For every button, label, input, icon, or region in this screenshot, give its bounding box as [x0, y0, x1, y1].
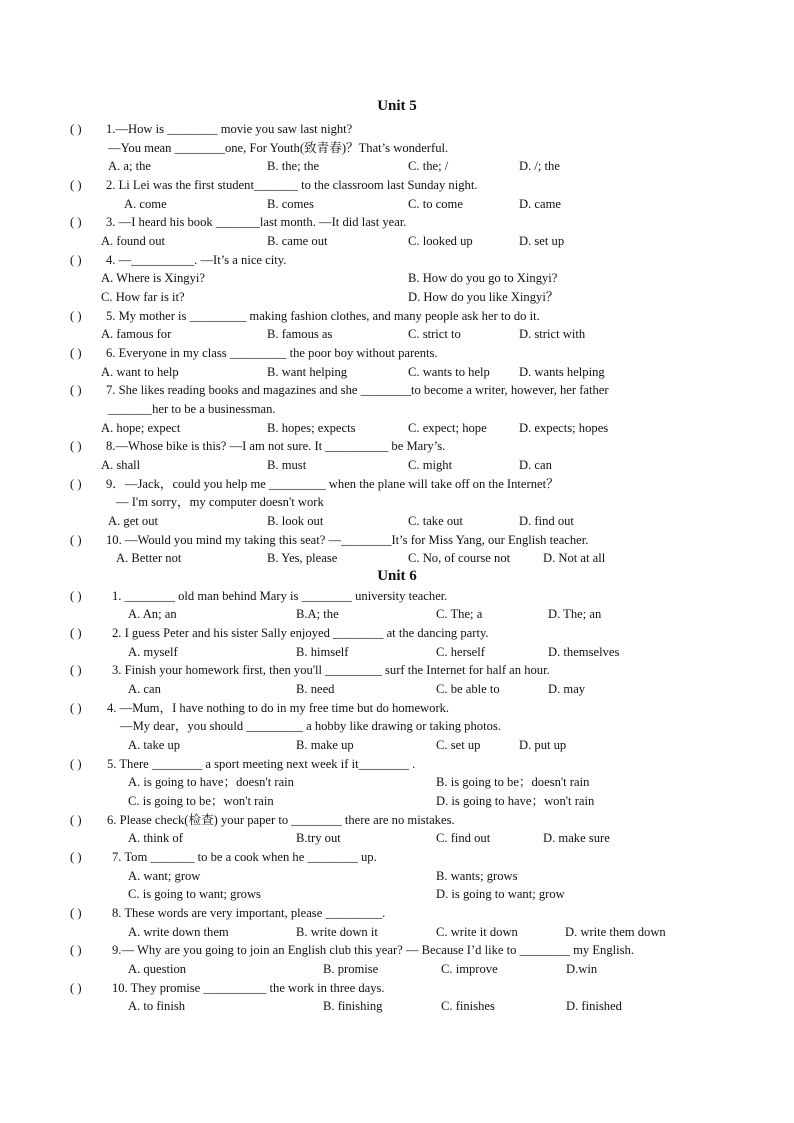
answer-blank[interactable]: ( ): [70, 981, 82, 995]
option-d[interactable]: D. How do you like Xingyi？: [408, 290, 559, 304]
option-c[interactable]: C. wants to help: [408, 365, 490, 379]
question-stem: 5. My mother is _________ making fashion clothes, and many people ask her to do it.: [106, 309, 540, 323]
option-a[interactable]: A. write down them: [128, 925, 229, 939]
answer-blank[interactable]: ( ): [70, 533, 82, 547]
option-a[interactable]: A. can: [128, 682, 161, 696]
option-c[interactable]: C. The; a: [436, 607, 483, 621]
option-b[interactable]: B. want helping: [267, 365, 348, 379]
option-a[interactable]: A. question: [128, 962, 187, 976]
option-d[interactable]: D. is going to want; grow: [436, 887, 565, 901]
option-d[interactable]: D. can: [519, 458, 552, 472]
option-b[interactable]: B. write down it: [296, 925, 378, 939]
option-b[interactable]: B. hopes; expects: [267, 421, 356, 435]
question-stem: 1. ________ old man behind Mary is ________ university teacher.: [112, 589, 448, 603]
option-d[interactable]: D.win: [566, 962, 598, 976]
option-a[interactable]: A. come: [124, 197, 167, 211]
answer-blank[interactable]: ( ): [70, 383, 82, 397]
option-c[interactable]: C. write it down: [436, 925, 518, 939]
option-a[interactable]: A. famous for: [101, 327, 172, 341]
answer-blank[interactable]: ( ): [70, 813, 82, 827]
option-a[interactable]: A. myself: [128, 645, 178, 659]
option-c[interactable]: C. herself: [436, 645, 485, 659]
option-a[interactable]: A. to finish: [128, 999, 186, 1013]
option-d[interactable]: D. write them down: [565, 925, 666, 939]
answer-blank[interactable]: ( ): [70, 253, 82, 267]
answer-blank[interactable]: ( ): [70, 215, 82, 229]
option-a[interactable]: A. a; the: [108, 159, 152, 173]
answer-blank[interactable]: ( ): [70, 122, 82, 136]
option-d[interactable]: D. set up: [519, 234, 565, 248]
option-c[interactable]: C. be able to: [436, 682, 500, 696]
option-c[interactable]: C. strict to: [408, 327, 461, 341]
option-b[interactable]: B. make up: [296, 738, 354, 752]
answer-blank[interactable]: ( ): [70, 477, 82, 491]
question-stem: 4. —__________. —It’s a nice city.: [106, 253, 287, 267]
option-c[interactable]: C. the; /: [408, 159, 449, 173]
option-c[interactable]: C. looked up: [408, 234, 473, 248]
option-d[interactable]: D. The; an: [548, 607, 602, 621]
answer-blank[interactable]: ( ): [70, 346, 82, 360]
option-b[interactable]: B. famous as: [267, 327, 333, 341]
answer-blank[interactable]: ( ): [70, 589, 82, 603]
option-d[interactable]: D. make sure: [543, 831, 610, 845]
option-a[interactable]: A. want; grow: [128, 869, 201, 883]
question-stem: 6. Everyone in my class _________ the poor boy without parents.: [106, 346, 438, 360]
answer-blank[interactable]: ( ): [70, 439, 82, 453]
answer-blank[interactable]: ( ): [70, 178, 82, 192]
option-d[interactable]: D. themselves: [548, 645, 620, 659]
answer-blank[interactable]: ( ): [70, 757, 82, 771]
option-c[interactable]: C. How far is it?: [101, 290, 185, 304]
question-stem: 2. Li Lei was the first student_______ to the classroom last Sunday night.: [106, 178, 478, 192]
option-c[interactable]: C. take out: [408, 514, 463, 528]
option-d[interactable]: D. find out: [519, 514, 574, 528]
option-b[interactable]: B. Yes, please: [267, 551, 338, 565]
option-a[interactable]: A. Better not: [116, 551, 182, 565]
option-c[interactable]: C. No, of course not: [408, 551, 511, 565]
option-d[interactable]: D. expects; hopes: [519, 421, 609, 435]
option-b[interactable]: B. need: [296, 682, 335, 696]
option-b[interactable]: B. How do you go to Xingyi?: [408, 271, 558, 285]
option-c[interactable]: C. finishes: [441, 999, 495, 1013]
option-b[interactable]: B. wants; grows: [436, 869, 518, 883]
answer-blank[interactable]: ( ): [70, 943, 82, 957]
question-stem: —You mean ________one, For Youth(致青春)？That’s wonderful.: [108, 141, 449, 155]
question-stem: 7. Tom _______ to be a cook when he ________ up.: [112, 850, 377, 864]
question-stem: 9.— Why are you going to join an English club this year? — Because I’d like to ________ my English.: [112, 943, 634, 957]
answer-blank[interactable]: ( ): [70, 626, 82, 640]
option-c[interactable]: C. is going to want; grows: [128, 887, 261, 901]
option-d[interactable]: D. wants helping: [519, 365, 605, 379]
option-a[interactable]: A. shall: [101, 458, 141, 472]
question-stem: 10. They promise __________ the work in three days.: [112, 981, 385, 995]
option-d[interactable]: D. is going to have；won't rain: [436, 794, 595, 808]
option-c[interactable]: C. set up: [436, 738, 481, 752]
option-d[interactable]: D. Not at all: [543, 551, 606, 565]
option-c[interactable]: C. might: [408, 458, 453, 472]
answer-blank[interactable]: ( ): [70, 850, 82, 864]
option-d[interactable]: D. finished: [566, 999, 622, 1013]
option-a[interactable]: A. An; an: [128, 607, 177, 621]
option-a[interactable]: A. take up: [128, 738, 181, 752]
option-b[interactable]: B. must: [267, 458, 307, 472]
question-stem: —My dear，you should _________ a hobby like drawing or taking photos.: [120, 719, 501, 733]
option-b[interactable]: B. the; the: [267, 159, 320, 173]
option-d[interactable]: D. put up: [519, 738, 567, 752]
option-b[interactable]: B.try out: [296, 831, 341, 845]
option-d[interactable]: D. may: [548, 682, 586, 696]
answer-blank[interactable]: ( ): [70, 701, 82, 715]
answer-blank[interactable]: ( ): [70, 663, 82, 677]
option-b[interactable]: B. comes: [267, 197, 314, 211]
option-a[interactable]: A. get out: [108, 514, 159, 528]
option-c[interactable]: C. find out: [436, 831, 491, 845]
option-b[interactable]: B. came out: [267, 234, 328, 248]
question-stem: 7. She likes reading books and magazines and she ________to become a writer, however, her father: [106, 383, 609, 397]
unit-title: Unit 6: [377, 568, 417, 584]
option-b[interactable]: B. is going to be；doesn't rain: [436, 775, 590, 789]
unit-title: Unit 5: [377, 98, 417, 114]
question-stem: 3. —I heard his book _______last month. —It did last year.: [106, 215, 407, 229]
option-d[interactable]: D. strict with: [519, 327, 586, 341]
option-c[interactable]: C. expect; hope: [408, 421, 487, 435]
option-b[interactable]: B. finishing: [323, 999, 383, 1013]
option-a[interactable]: A. Where is Xingyi?: [101, 271, 205, 285]
option-d[interactable]: D. came: [519, 197, 561, 211]
question-stem: 3. Finish your homework first, then you'll _________ surf the Internet for half an hour.: [112, 663, 550, 677]
option-a[interactable]: A. think of: [128, 831, 183, 845]
option-c[interactable]: C. is going to be；won't rain: [128, 794, 274, 808]
question-stem: 8. These words are very important, please _________.: [112, 906, 386, 920]
option-d[interactable]: D. /; the: [519, 159, 560, 173]
option-c[interactable]: C. improve: [441, 962, 498, 976]
option-a[interactable]: A. found out: [101, 234, 166, 248]
question-stem: 5. There ________ a sport meeting next week if it________ .: [107, 757, 416, 771]
option-b[interactable]: B.A; the: [296, 607, 339, 621]
option-c[interactable]: C. to come: [408, 197, 463, 211]
question-stem: 8.—Whose bike is this? —I am not sure. It __________ be Mary’s.: [106, 439, 446, 453]
question-stem: 6. Please check(检查) your paper to ________ there are no mistakes.: [107, 813, 455, 827]
question-stem: 1.—How is ________ movie you saw last night?: [106, 122, 353, 136]
option-b[interactable]: B. look out: [267, 514, 324, 528]
question-stem: 10. —Would you mind my taking this seat? —________It’s for Miss Yang, our English teacher.: [106, 533, 589, 547]
question-stem: 2. I guess Peter and his sister Sally enjoyed ________ at the dancing party.: [112, 626, 489, 640]
question-stem: 9．—Jack，could you help me _________ when the plane will take off on the Internet？: [106, 477, 559, 491]
question-stem: _______her to be a businessman.: [108, 402, 276, 416]
option-a[interactable]: A. want to help: [101, 365, 179, 379]
answer-blank[interactable]: ( ): [70, 906, 82, 920]
question-stem: 4. —Mum，I have nothing to do in my free time but do homework.: [107, 701, 450, 715]
answer-blank[interactable]: ( ): [70, 309, 82, 323]
option-b[interactable]: B. himself: [296, 645, 349, 659]
option-a[interactable]: A. hope; expect: [101, 421, 181, 435]
option-b[interactable]: B. promise: [323, 962, 379, 976]
option-a[interactable]: A. is going to have；doesn't rain: [128, 775, 294, 789]
question-stem: — I'm sorry，my computer doesn't work: [116, 495, 324, 509]
